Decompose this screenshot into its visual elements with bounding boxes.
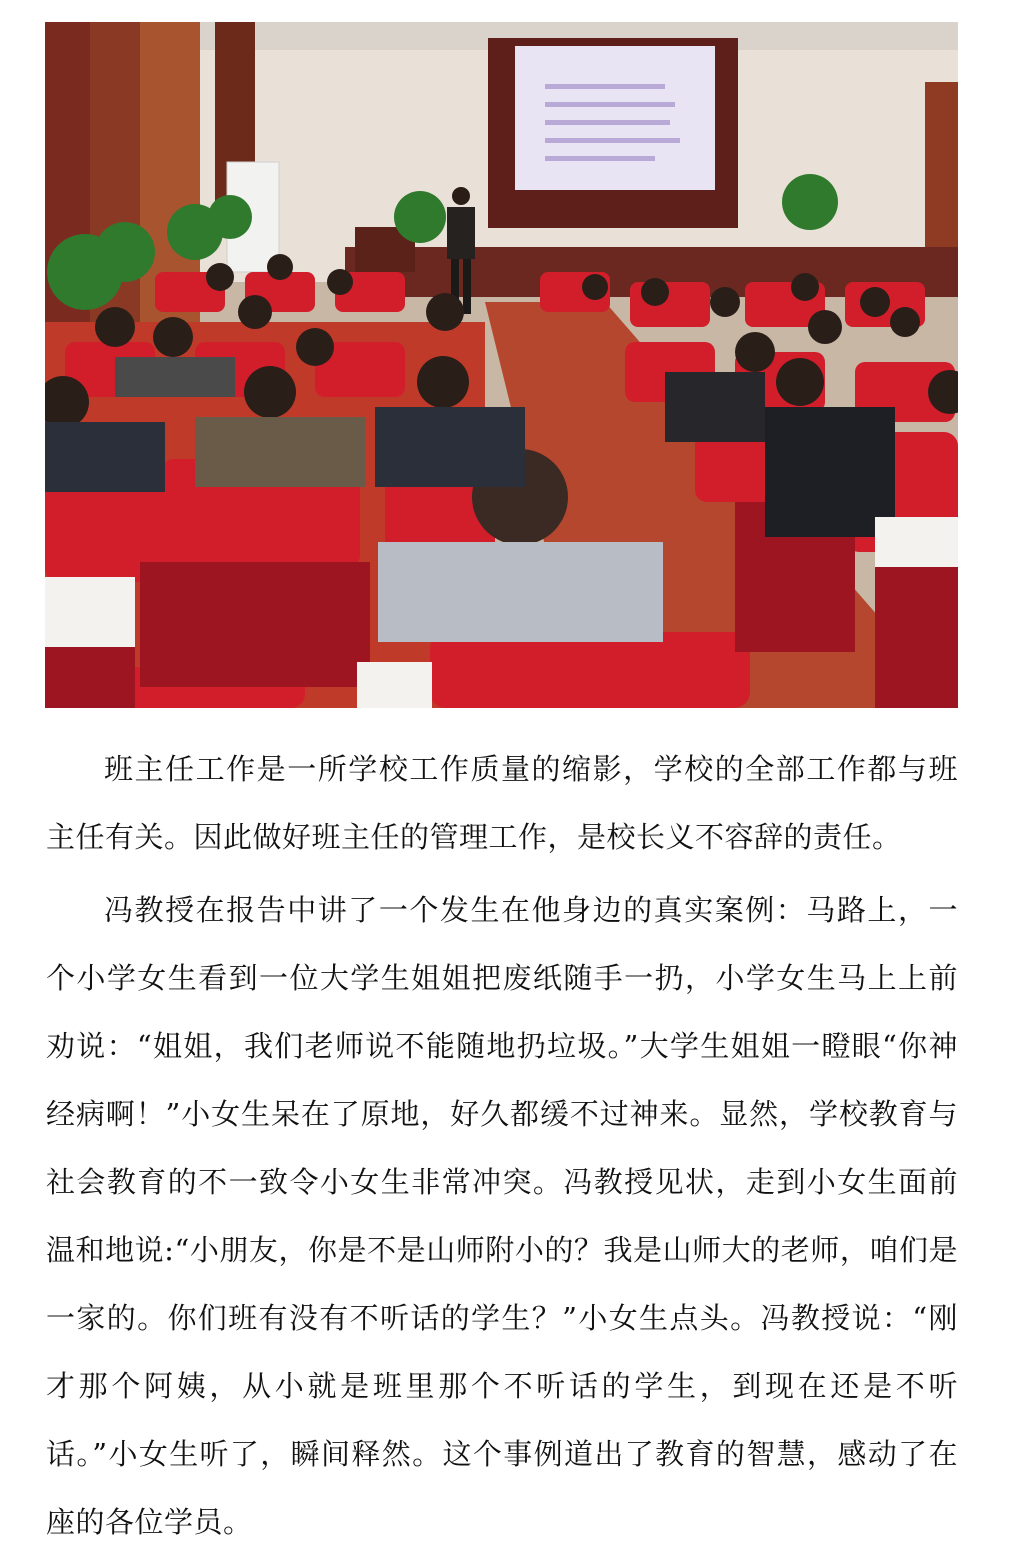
article-body xyxy=(46,735,958,1561)
speaker-body xyxy=(447,207,475,259)
lecture-photo xyxy=(45,22,958,708)
projection-screen xyxy=(515,46,715,190)
paragraph-2: 冯教授在报告中讲了一个发生在他身边的真实案例：马路上，一个小学女生看到一位大学生姐姐把废纸随手一扔，小学女生马上上前劝说：“姐姐，我们老师说不能随地扔垃圾。”大学生姐姐一瞪眼“你神经病啊！”小女生呆在了原地，好久都缓不过神来。显然，学校教育与社会教育的不一致令小女生非常冲突。冯教授见状，走到小女生面前温和地说:“小朋友，你是不是山师附小的？我是山师大的老师，咱们是一家的。你们班有没有不听话的学生？”小女生点头。冯教授说：“刚才那个阿姨，从小就是班里那个不听话的学生，到现在还是不听话。”小女生听了，瞬间释然。这个事例道出了教育的智慧，感动了在座的各位学员。 xyxy=(46,893,958,1539)
speaker-head xyxy=(452,187,470,205)
lecture-hall-illustration xyxy=(45,22,958,708)
paragraph-1: 班主任工作是一所学校工作质量的缩影，学校的全部工作都与班主任有关。因此做好班主任的管理工作，是校长义不容辞的责任。 xyxy=(46,752,958,854)
